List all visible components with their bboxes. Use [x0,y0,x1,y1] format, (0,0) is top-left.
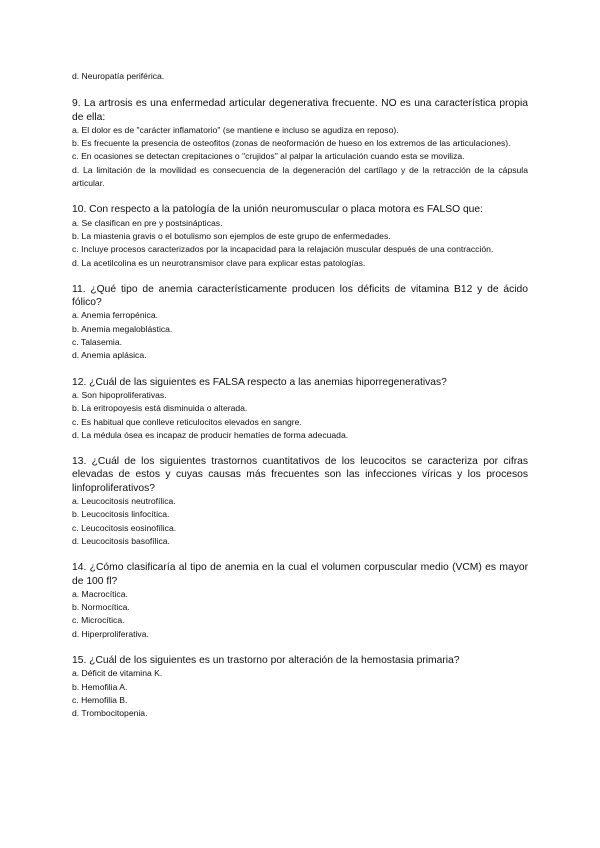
option-d: d. Hiperproliferativa. [72,628,149,639]
option-a: a. El dolor es de "carácter inflamatorio" (se mantiene e incluso se agudiza en reposo). [72,124,399,135]
option-d: d. Anemia aplásica. [72,350,147,361]
option-d: d. La limitación de la movilidad es consecuencia de la degeneración del cartílago y de la retracción de la cápsula articular. [72,164,528,189]
option-b: b. Normocítica. [72,602,130,613]
option-b: b. Hemofilia A. [72,681,128,692]
option-b: b. La eritropoyesis está disminuida o alterada. [72,403,248,414]
option-c: c. Incluye procesos caracterizados por la incapacidad para la relajación muscular después de una contracción. [72,244,494,255]
question-text: 13. ¿Cuál de los siguientes trastornos cuantitativos de los leucocitos se caracteriza por cifras elevadas de estos y cuyas causas más frecuentes son las infecciones víricas y los procesos linfoproliferativos? [72,456,528,494]
option-a: a. Se clasifican en pre y postsinápticas. [72,217,223,228]
option-c: c. Hemofilia B. [72,694,128,705]
question-14 [72,561,528,641]
question-text: 12. ¿Cuál de las siguientes es FALSA respecto a las anemias hiporregenerativas? [72,376,447,388]
option-d: d. La médula ósea es incapaz de producir hematíes de forma adecuada. [72,429,349,440]
option-c: c. Leucocitosis eosinofílica. [72,522,177,533]
option-b: b. Leucocitosis linfocítica. [72,509,170,520]
question-text: 10. Con respecto a la patología de la unión neuromuscular o placa motora es FALSO que: [72,204,483,216]
question-text: 11. ¿Qué tipo de anemia característicamente producen los déficits de vitamina B12 y de ácido fólico? [72,283,528,309]
question-12 [72,376,528,442]
question-text: 14. ¿Cómo clasificaría al tipo de anemia en la cual el volumen corpuscular medio (VCM) es mayor de 100 fl? [72,562,528,587]
option-c: c. Talasemia. [72,337,122,348]
option-d: d. Leucocitosis basofílica. [72,535,170,546]
question-8-option-d: d. Neuropatía periférica. [72,71,165,81]
option-d: d. Trombocitopenia. [72,708,148,719]
option-c: c. En ocasiones se detectan crepitaciones o "crujidos" al palpar la articulación cuando esta se moviliza. [72,151,465,162]
option-a: a. Déficit de vitamina K. [72,668,163,679]
option-a: a. Macrocítica. [72,588,128,599]
option-b: b. Es frecuente la presencia de osteofitos (zonas de neoformación de hueso en los extremos de las articulaciones). [72,138,511,149]
option-d: d. La acetilcolina es un neurotransmisor clave para explicar estas patologías. [72,257,366,268]
option-a: a. Leucocitosis neutrofílica. [72,496,176,507]
option-b: b. Anemia megaloblástica. [72,323,173,334]
option-b: b. La miastenia gravis o el botulismo son ejemplos de este grupo de enfermedades. [72,230,391,241]
option-c: c. Es habitual que conlleve reticulocitos elevados en sangre. [72,416,302,427]
option-a: a. Anemia ferropénica. [72,310,158,321]
question-text: 15. ¿Cuál de los siguientes es un trastorno por alteración de la hemostasia primaria? [72,654,460,666]
question-9 [72,97,528,190]
question-13 [72,455,528,548]
document-page [72,70,528,733]
option-a: a. Son hipoproliferativas. [72,389,167,400]
option-c: c. Microcítica. [72,615,125,626]
question-10 [72,203,528,269]
question-text: 9. La artrosis es una enfermedad articular degenerativa frecuente. NO es una característica propia de ella: [72,98,528,123]
question-15 [72,654,528,720]
question-11 [72,283,528,363]
